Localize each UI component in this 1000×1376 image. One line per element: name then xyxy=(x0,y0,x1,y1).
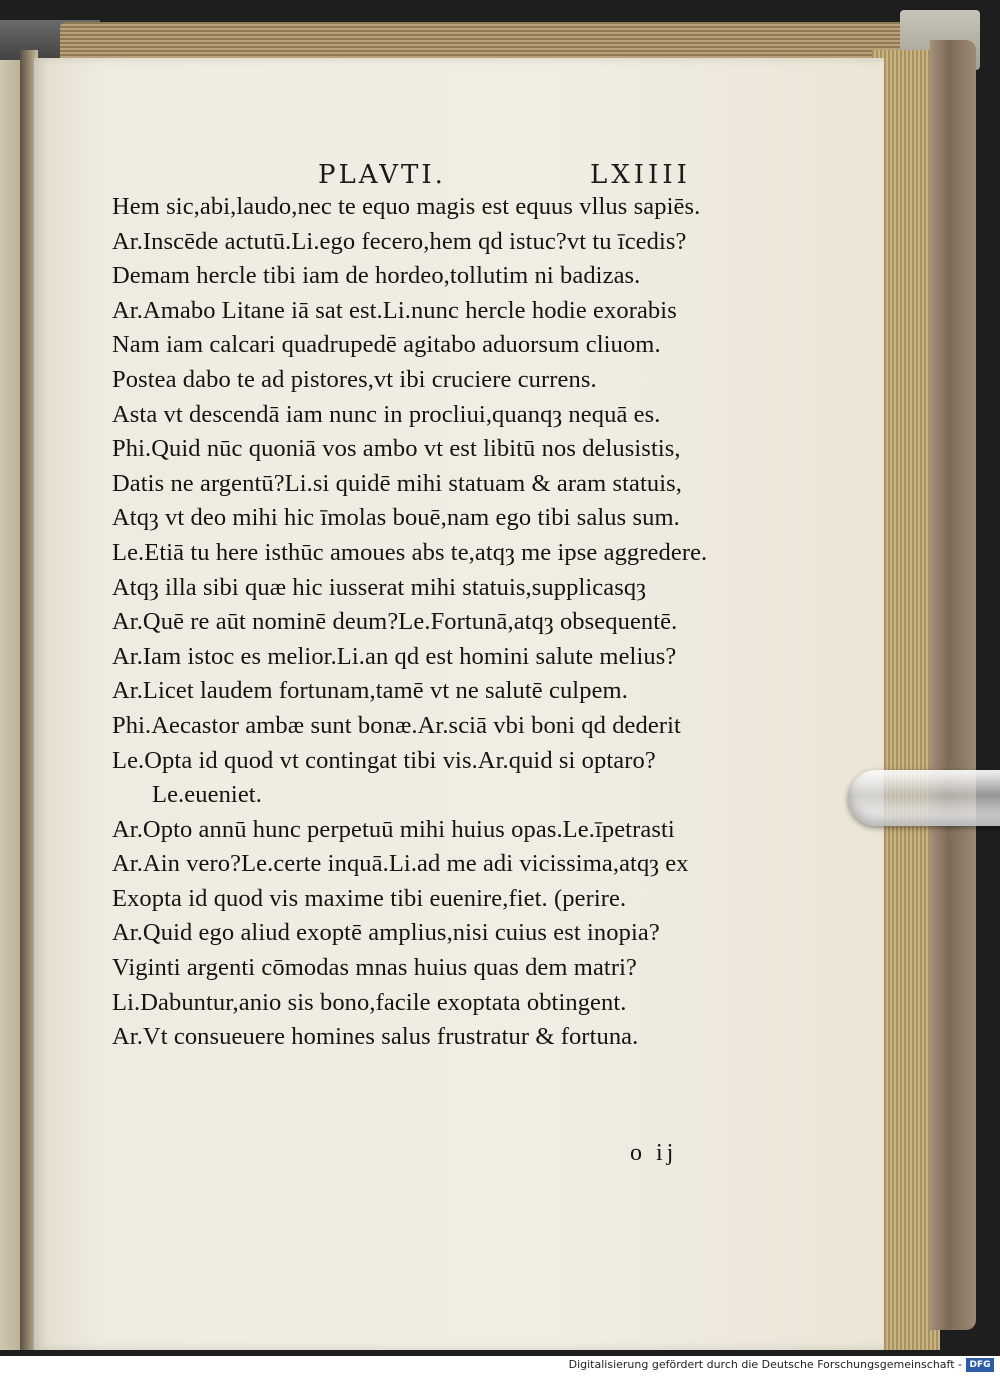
funding-credit: Digitalisierung gefördert durch die Deutsche Forschungsgemeinschaft - xyxy=(568,1358,962,1371)
text-line: Datis ne argentū?Li.si quidē mihi statuam & aram statuis, xyxy=(112,469,682,497)
text-line: Ar.Iam istoc es melior.Li.an qd est homini salute melius? xyxy=(112,642,677,670)
text-block xyxy=(112,190,772,1055)
text-line: Viginti argenti cōmodas mnas huius quas dem matri? xyxy=(112,954,637,982)
text-line: Le.Opta id quod vt contingat tibi vis.Ar.quid si optaro? xyxy=(112,746,656,774)
text-line: Ar.Inscēde actutū.Li.ego fecero,hem qd istuc?vt tu īcedis? xyxy=(112,227,687,255)
running-title: PLAVTI. xyxy=(318,160,446,190)
text-line: Hem sic,abi,laudo,nec te equo magis est equus vllus sapiēs. xyxy=(112,193,701,220)
glass-page-weight xyxy=(848,770,1000,826)
text-line: Ar.Opto annū hunc perpetuū mihi huius opas.Le.īpetrasti xyxy=(112,815,675,843)
text-line: Ar.Licet laudem fortunam,tamē vt ne salutē culpem. xyxy=(112,677,628,705)
text-line: Phi.Quid nūc quoniā vos ambo vt est libitū nos delusistis, xyxy=(112,435,681,463)
footer-bar xyxy=(0,1356,1000,1376)
text-line: Li.Dabuntur,anio sis bono,facile exoptata obtingent. xyxy=(112,988,627,1016)
text-line: Ar.Vt consueuere homines salus frustratur & fortuna. xyxy=(112,1023,639,1051)
dfg-logo: DFG xyxy=(966,1358,994,1372)
text-line: Le.Etiā tu here isthūc amoues abs te,atqȝ me ipse aggredere. xyxy=(112,538,708,566)
text-line: Postea dabo te ad pistores,vt ibi cruciere currens. xyxy=(112,365,597,393)
text-line: Demam hercle tibi iam de hordeo,tollutim ni badizas. xyxy=(112,262,641,290)
page-top-edges xyxy=(60,22,960,62)
text-line: Ar.Quē re aūt nominē deum?Le.Fortunā,atqȝ obsequentē. xyxy=(112,608,678,636)
text-line: Ar.Quid ego aliud exoptē amplius,nisi cuius est inopia? xyxy=(112,919,660,947)
text-line: Le.eueniet. xyxy=(152,781,262,809)
text-line: Exopta id quod vis maxime tibi euenire,fiet. (perire. xyxy=(112,884,627,912)
text-line: Phi.Aecastor ambæ sunt bonæ.Ar.sciā vbi boni qd dederit xyxy=(112,711,681,739)
binding-board xyxy=(930,40,976,1330)
text-line: Nam iam calcari quadrupedē agitabo aduorsum cliuom. xyxy=(112,331,661,359)
text-line: Atqȝ illa sibi quæ hic iusserat mihi statuis,supplicasqȝ xyxy=(112,573,646,601)
text-line: Ar.Amabo Litane iā sat est.Li.nunc hercle hodie exorabis xyxy=(112,296,677,324)
text-line: Ar.Ain vero?Le.certe inquā.Li.ad me adi vicissima,atqȝ ex xyxy=(112,850,689,878)
folio-number: LXIIII xyxy=(590,160,691,190)
text-line: Asta vt descendā iam nunc in procliui,quanqȝ nequā es. xyxy=(112,400,661,428)
text-line: Atqȝ vt deo mihi hic īmolas bouē,nam ego tibi salus sum. xyxy=(112,504,680,532)
signature-mark: o ij xyxy=(630,1140,678,1166)
